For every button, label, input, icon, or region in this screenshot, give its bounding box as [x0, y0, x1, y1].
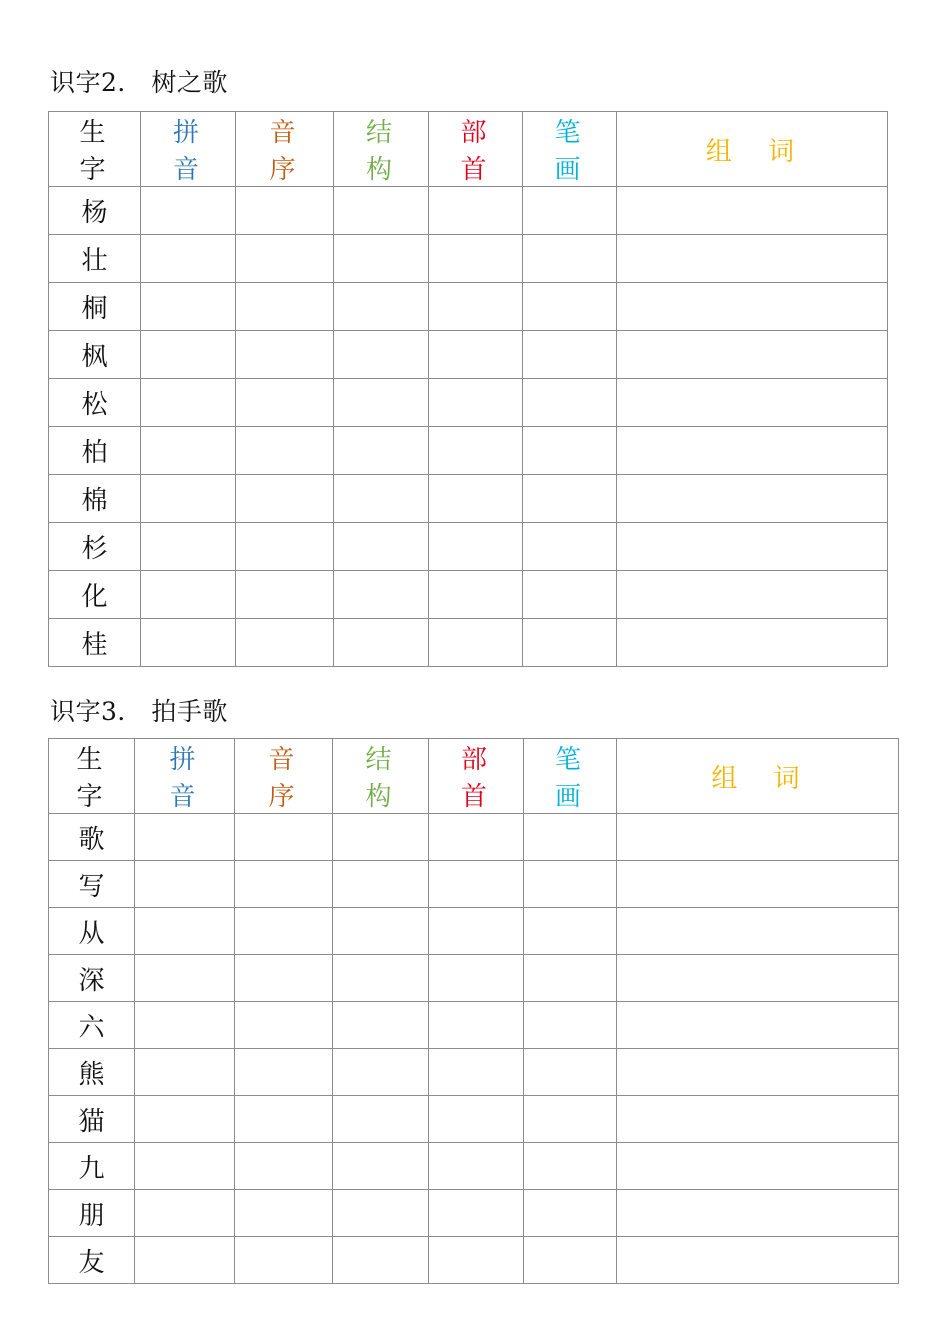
character-cell: 歌	[49, 814, 135, 861]
character-cell: 九	[49, 1143, 135, 1190]
words-cell[interactable]	[617, 475, 888, 523]
order-cell[interactable]	[235, 1049, 333, 1096]
structure-cell[interactable]	[334, 379, 429, 427]
table-row	[49, 1143, 899, 1190]
order-cell[interactable]	[235, 1096, 333, 1143]
character-cell: 六	[49, 1002, 135, 1049]
pinyin-cell[interactable]	[141, 475, 236, 523]
order-cell[interactable]	[235, 814, 333, 861]
words-cell[interactable]	[617, 955, 899, 1002]
structure-cell[interactable]	[333, 814, 429, 861]
order-cell[interactable]	[236, 523, 334, 571]
header-pinyin: 拼 音	[141, 112, 236, 187]
character-cell: 深	[49, 955, 135, 1002]
strokes-cell[interactable]	[524, 1049, 617, 1096]
pinyin-cell[interactable]	[141, 619, 236, 667]
table-row	[49, 331, 888, 379]
strokes-cell[interactable]	[524, 814, 617, 861]
section-title: 识字3． 拍手歌	[50, 697, 228, 726]
strokes-cell[interactable]	[524, 1237, 617, 1284]
words-cell[interactable]	[617, 1002, 899, 1049]
strokes-cell[interactable]	[524, 908, 617, 955]
character-cell: 友	[49, 1237, 135, 1284]
structure-cell[interactable]	[333, 1190, 429, 1237]
strokes-cell[interactable]	[524, 955, 617, 1002]
order-cell[interactable]	[236, 283, 334, 331]
order-cell[interactable]	[235, 955, 333, 1002]
structure-cell[interactable]	[333, 1237, 429, 1284]
structure-cell[interactable]	[333, 861, 429, 908]
radical-cell[interactable]	[429, 427, 523, 475]
radical-cell[interactable]	[429, 1096, 524, 1143]
strokes-cell[interactable]	[523, 235, 617, 283]
pinyin-cell[interactable]	[141, 235, 236, 283]
pinyin-cell[interactable]	[135, 1237, 235, 1284]
words-cell[interactable]	[617, 427, 888, 475]
radical-cell[interactable]	[429, 861, 524, 908]
header-radical: 部 首	[429, 112, 523, 187]
header-radical: 部 首	[429, 739, 524, 814]
table-row	[49, 571, 888, 619]
words-cell[interactable]	[617, 571, 888, 619]
structure-cell[interactable]	[334, 187, 429, 235]
radical-cell[interactable]	[429, 619, 523, 667]
radical-cell[interactable]	[429, 187, 523, 235]
pinyin-cell[interactable]	[135, 955, 235, 1002]
words-cell[interactable]	[617, 235, 888, 283]
section-title: 识字2． 树之歌	[50, 68, 228, 97]
table-row	[49, 619, 888, 667]
table-row	[49, 523, 888, 571]
pinyin-cell[interactable]	[141, 379, 236, 427]
character-table	[48, 738, 899, 1284]
radical-cell[interactable]	[429, 331, 523, 379]
header-structure: 结 构	[333, 739, 429, 814]
radical-cell[interactable]	[429, 571, 523, 619]
table-row	[49, 814, 899, 861]
character-cell: 化	[49, 571, 141, 619]
structure-cell[interactable]	[333, 908, 429, 955]
order-cell[interactable]	[235, 1190, 333, 1237]
structure-cell[interactable]	[334, 427, 429, 475]
table-row	[49, 1237, 899, 1284]
header-words: 组 词	[617, 739, 899, 814]
strokes-cell[interactable]	[523, 187, 617, 235]
radical-cell[interactable]	[429, 379, 523, 427]
radical-cell[interactable]	[429, 955, 524, 1002]
character-cell: 松	[49, 379, 141, 427]
table-row	[49, 187, 888, 235]
strokes-cell[interactable]	[523, 427, 617, 475]
table-row	[49, 1049, 899, 1096]
order-cell[interactable]	[235, 861, 333, 908]
radical-cell[interactable]	[429, 1049, 524, 1096]
header-character: 生 字	[49, 739, 135, 814]
header-pinyin: 拼 音	[135, 739, 235, 814]
header-order: 音 序	[236, 112, 334, 187]
radical-cell[interactable]	[429, 1002, 524, 1049]
words-cell[interactable]	[617, 1237, 899, 1284]
pinyin-cell[interactable]	[141, 571, 236, 619]
pinyin-cell[interactable]	[135, 861, 235, 908]
table-header-row	[49, 112, 888, 187]
words-cell[interactable]	[617, 1049, 899, 1096]
order-cell[interactable]	[236, 331, 334, 379]
words-cell[interactable]	[617, 861, 899, 908]
header-strokes: 笔 画	[523, 112, 617, 187]
table-row	[49, 861, 899, 908]
pinyin-cell[interactable]	[141, 331, 236, 379]
words-cell[interactable]	[617, 283, 888, 331]
character-cell: 从	[49, 908, 135, 955]
words-cell[interactable]	[617, 523, 888, 571]
order-cell[interactable]	[236, 379, 334, 427]
words-cell[interactable]	[617, 331, 888, 379]
character-cell: 桐	[49, 283, 141, 331]
header-words: 组 词	[617, 112, 888, 187]
structure-cell[interactable]	[333, 955, 429, 1002]
words-cell[interactable]	[617, 619, 888, 667]
character-cell: 壮	[49, 235, 141, 283]
pinyin-cell[interactable]	[135, 1049, 235, 1096]
words-cell[interactable]	[617, 1096, 899, 1143]
words-cell[interactable]	[617, 187, 888, 235]
pinyin-cell[interactable]	[141, 283, 236, 331]
radical-cell[interactable]	[429, 1143, 524, 1190]
table-row	[49, 1096, 899, 1143]
order-cell[interactable]	[236, 475, 334, 523]
structure-cell[interactable]	[333, 1002, 429, 1049]
radical-cell[interactable]	[429, 908, 524, 955]
structure-cell[interactable]	[333, 1049, 429, 1096]
radical-cell[interactable]	[429, 814, 524, 861]
table-row	[49, 1190, 899, 1237]
order-cell[interactable]	[235, 1143, 333, 1190]
strokes-cell[interactable]	[524, 1096, 617, 1143]
table-row	[49, 283, 888, 331]
order-cell[interactable]	[235, 1237, 333, 1284]
strokes-cell[interactable]	[524, 1002, 617, 1049]
structure-cell[interactable]	[334, 235, 429, 283]
words-cell[interactable]	[617, 1143, 899, 1190]
structure-cell[interactable]	[333, 1143, 429, 1190]
strokes-cell[interactable]	[524, 1190, 617, 1237]
strokes-cell[interactable]	[524, 1143, 617, 1190]
words-cell[interactable]	[617, 379, 888, 427]
pinyin-cell[interactable]	[135, 814, 235, 861]
words-cell[interactable]	[617, 814, 899, 861]
order-cell[interactable]	[235, 1002, 333, 1049]
order-cell[interactable]	[236, 427, 334, 475]
structure-cell[interactable]	[334, 619, 429, 667]
table-row	[49, 1002, 899, 1049]
strokes-cell[interactable]	[523, 331, 617, 379]
strokes-cell[interactable]	[523, 523, 617, 571]
pinyin-cell[interactable]	[135, 908, 235, 955]
strokes-cell[interactable]	[523, 379, 617, 427]
table-header-row	[49, 739, 899, 814]
order-cell[interactable]	[236, 235, 334, 283]
order-cell[interactable]	[236, 571, 334, 619]
table-row	[49, 379, 888, 427]
pinyin-cell[interactable]	[141, 523, 236, 571]
structure-cell[interactable]	[334, 283, 429, 331]
structure-cell[interactable]	[334, 571, 429, 619]
header-structure: 结 构	[334, 112, 429, 187]
structure-cell[interactable]	[334, 475, 429, 523]
character-cell: 枫	[49, 331, 141, 379]
table-row	[49, 955, 899, 1002]
order-cell[interactable]	[236, 187, 334, 235]
strokes-cell[interactable]	[523, 571, 617, 619]
table-row	[49, 235, 888, 283]
character-table	[48, 111, 888, 667]
order-cell[interactable]	[236, 619, 334, 667]
order-cell[interactable]	[235, 908, 333, 955]
structure-cell[interactable]	[333, 1096, 429, 1143]
radical-cell[interactable]	[429, 475, 523, 523]
radical-cell[interactable]	[429, 1190, 524, 1237]
character-cell: 朋	[49, 1190, 135, 1237]
pinyin-cell[interactable]	[135, 1096, 235, 1143]
character-cell: 猫	[49, 1096, 135, 1143]
pinyin-cell[interactable]	[135, 1190, 235, 1237]
character-cell: 写	[49, 861, 135, 908]
character-cell: 棉	[49, 475, 141, 523]
header-character: 生 字	[49, 112, 141, 187]
pinyin-cell[interactable]	[141, 187, 236, 235]
character-cell: 熊	[49, 1049, 135, 1096]
table-row	[49, 908, 899, 955]
radical-cell[interactable]	[429, 235, 523, 283]
table-row	[49, 475, 888, 523]
strokes-cell[interactable]	[523, 283, 617, 331]
character-cell: 杨	[49, 187, 141, 235]
character-cell: 柏	[49, 427, 141, 475]
structure-cell[interactable]	[334, 523, 429, 571]
words-cell[interactable]	[617, 1190, 899, 1237]
strokes-cell[interactable]	[523, 619, 617, 667]
strokes-cell[interactable]	[523, 475, 617, 523]
radical-cell[interactable]	[429, 523, 523, 571]
table-row	[49, 427, 888, 475]
header-order: 音 序	[235, 739, 333, 814]
radical-cell[interactable]	[429, 1237, 524, 1284]
strokes-cell[interactable]	[524, 861, 617, 908]
character-cell: 桂	[49, 619, 141, 667]
pinyin-cell[interactable]	[135, 1002, 235, 1049]
words-cell[interactable]	[617, 908, 899, 955]
structure-cell[interactable]	[334, 331, 429, 379]
radical-cell[interactable]	[429, 283, 523, 331]
character-cell: 杉	[49, 523, 141, 571]
header-strokes: 笔 画	[524, 739, 617, 814]
pinyin-cell[interactable]	[135, 1143, 235, 1190]
pinyin-cell[interactable]	[141, 427, 236, 475]
